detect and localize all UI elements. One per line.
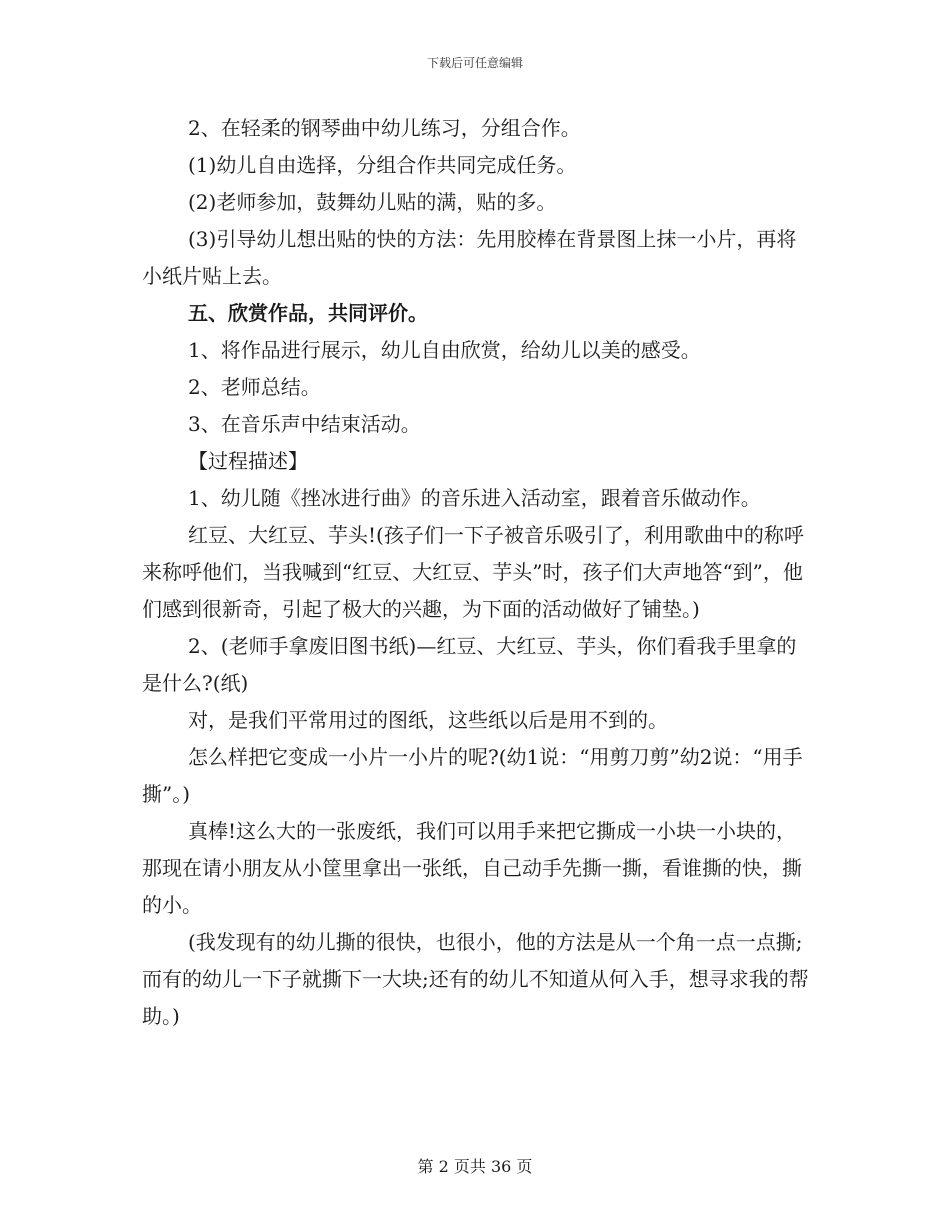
paragraph: (我发现有的幼儿撕的很快，也很小，他的方法是从一个角一点一点撕;而有的幼儿一下子就撕下一大块;还有的幼儿不知道从何入手，想寻求我的帮助。) [142,930,809,1028]
paragraph: 2、老师总结。 [188,375,321,399]
section-heading: 五、欣赏作品，共同评价。 [188,301,428,325]
paragraph: 红豆、大红豆、芋头!(孩子们一下子被音乐吸引了，利用歌曲中的称呼来称呼他们，当我喊到“红豆、大红豆、芋头”时，孩子们大声地答“到”，他们感到很新奇，引起了极大的兴趣，为下面的活动做好了铺垫。) [142,523,804,621]
paragraph: 2、在轻柔的钢琴曲中幼儿练习，分组合作。 [188,116,581,140]
document-body [142,110,812,1035]
paragraph: 1、将作品进行展示，幼儿自由欣赏，给幼儿以美的感受。 [188,338,701,362]
paragraph: 3、在音乐声中结束活动。 [188,412,421,436]
paragraph: (3)引导幼儿想出贴的快的方法：先用胶棒在背景图上抹一小片，再将小纸片贴上去。 [142,227,797,288]
paragraph: 真棒!这么大的一张废纸，我们可以用手来把它撕成一小块一小块的，那现在请小朋友从小筐里拿出一张纸，自己动手先撕一撕，看谁撕的快，撕的小。 [142,819,802,917]
section-heading: 【过程描述】 [188,449,308,473]
paragraph: 怎么样把它变成一小片一小片的呢?(幼1说：“用剪刀剪”幼2说：“用手撕”。) [142,745,803,806]
paragraph: 2、(老师手拿废旧图书纸)—红豆、大红豆、芋头，你们看我手里拿的是什么?(纸) [142,634,797,695]
page-footer: 第 2 页共 36 页 [417,1157,533,1176]
paragraph: 对，是我们平常用过的图纸，这些纸以后是用不到的。 [188,708,668,732]
paragraph: (2)老师参加，鼓舞幼儿贴的满，贴的多。 [188,190,557,214]
page-header: 下载后可任意编辑 [426,56,523,70]
paragraph: (1)幼儿自由选择，分组合作共同完成任务。 [188,153,577,177]
paragraph: 1、幼儿随《挫冰进行曲》的音乐进入活动室，跟着音乐做动作。 [188,486,761,510]
